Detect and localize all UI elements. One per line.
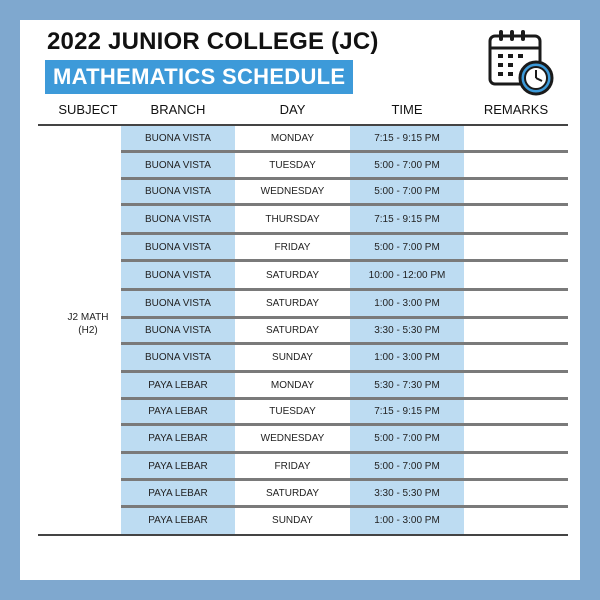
remarks-cell — [464, 454, 568, 479]
time-cell: 7:15 - 9:15 PM — [350, 400, 464, 424]
branch-cell: PAYA LEBAR — [121, 400, 235, 424]
day-cell: WEDNESDAY — [260, 186, 325, 197]
time-cell: 5:00 - 7:00 PM — [350, 426, 464, 452]
table-row — [20, 206, 580, 233]
subject-line-2: (H2) — [78, 325, 98, 336]
day-cell: FRIDAY — [274, 242, 311, 253]
day-cell: SUNDAY — [272, 515, 313, 526]
time-cell: 7:15 - 9:15 PM — [350, 206, 464, 233]
remarks-cell — [464, 508, 568, 534]
branch-cell: BUONA VISTA — [121, 291, 235, 317]
day-cell: MONDAY — [270, 133, 315, 144]
time-cell: 1:00 - 3:00 PM — [350, 508, 464, 534]
time-cell: 1:00 - 3:00 PM — [350, 345, 464, 371]
table-row — [20, 180, 580, 204]
time-cell: 5:00 - 7:00 PM — [350, 454, 464, 479]
subject-line-1: J2 MATH — [67, 312, 109, 323]
remarks-cell — [464, 235, 568, 260]
calendar-clock-icon — [486, 28, 556, 96]
day-cell: SATURDAY — [266, 488, 319, 499]
remarks-cell — [464, 153, 568, 178]
branch-cell: BUONA VISTA — [121, 319, 235, 343]
remarks-cell — [464, 126, 568, 151]
time-cell: 5:00 - 7:00 PM — [350, 235, 464, 260]
time-cell: 1:00 - 3:00 PM — [350, 291, 464, 317]
day-cell: SATURDAY — [266, 325, 319, 336]
remarks-cell — [464, 180, 568, 204]
table-row — [20, 345, 580, 371]
branch-cell: PAYA LEBAR — [121, 373, 235, 398]
page-subtitle: MATHEMATICS SCHEDULE — [45, 60, 353, 94]
branch-cell: BUONA VISTA — [121, 206, 235, 233]
table-bottom-rule — [38, 534, 568, 536]
day-cell: MONDAY — [270, 380, 315, 391]
day-cell: TUESDAY — [269, 406, 316, 417]
branch-cell: BUONA VISTA — [121, 126, 235, 151]
day-cell: SATURDAY — [266, 298, 319, 309]
column-header-subject: SUBJECT — [58, 102, 118, 117]
remarks-cell — [464, 400, 568, 424]
table-row — [20, 400, 580, 424]
remarks-cell — [464, 291, 568, 317]
remarks-cell — [464, 426, 568, 452]
branch-cell: PAYA LEBAR — [121, 426, 235, 452]
time-cell: 5:00 - 7:00 PM — [350, 153, 464, 178]
table-row — [20, 153, 580, 178]
time-cell: 3:30 - 5:30 PM — [350, 481, 464, 506]
time-cell: 5:00 - 7:00 PM — [350, 180, 464, 204]
table-row — [20, 235, 580, 260]
column-header-remarks: REMARKS — [483, 102, 549, 117]
branch-cell: BUONA VISTA — [121, 262, 235, 289]
table-row — [20, 454, 580, 479]
branch-cell: PAYA LEBAR — [121, 508, 235, 534]
remarks-cell — [464, 345, 568, 371]
remarks-cell — [464, 481, 568, 506]
time-cell: 7:15 - 9:15 PM — [350, 126, 464, 151]
table-row — [20, 426, 580, 452]
table-row — [20, 481, 580, 506]
table-row — [20, 291, 580, 317]
day-cell: THURSDAY — [265, 214, 320, 225]
column-header-time: TIME — [391, 102, 423, 117]
day-cell: SUNDAY — [272, 352, 313, 363]
time-cell: 3:30 - 5:30 PM — [350, 319, 464, 343]
table-row — [20, 262, 580, 289]
table-row — [20, 508, 580, 534]
day-cell: FRIDAY — [274, 461, 311, 472]
remarks-cell — [464, 262, 568, 289]
remarks-cell — [464, 206, 568, 233]
table-row — [20, 373, 580, 398]
column-header-day: DAY — [279, 102, 306, 117]
time-cell: 10:00 - 12:00 PM — [350, 262, 464, 289]
day-cell: WEDNESDAY — [260, 433, 325, 444]
day-cell: SATURDAY — [266, 270, 319, 281]
branch-cell: PAYA LEBAR — [121, 481, 235, 506]
remarks-cell — [464, 373, 568, 398]
branch-cell: BUONA VISTA — [121, 153, 235, 178]
remarks-cell — [464, 319, 568, 343]
branch-cell: BUONA VISTA — [121, 235, 235, 260]
branch-cell: BUONA VISTA — [121, 345, 235, 371]
schedule-card — [20, 20, 580, 580]
page-title: 2022 JUNIOR COLLEGE (JC) — [47, 28, 379, 55]
time-cell: 5:30 - 7:30 PM — [350, 373, 464, 398]
table-row — [20, 319, 580, 343]
table-row — [20, 126, 580, 151]
column-header-branch: BRANCH — [150, 102, 206, 117]
branch-cell: PAYA LEBAR — [121, 454, 235, 479]
branch-cell: BUONA VISTA — [121, 180, 235, 204]
day-cell: TUESDAY — [269, 160, 316, 171]
